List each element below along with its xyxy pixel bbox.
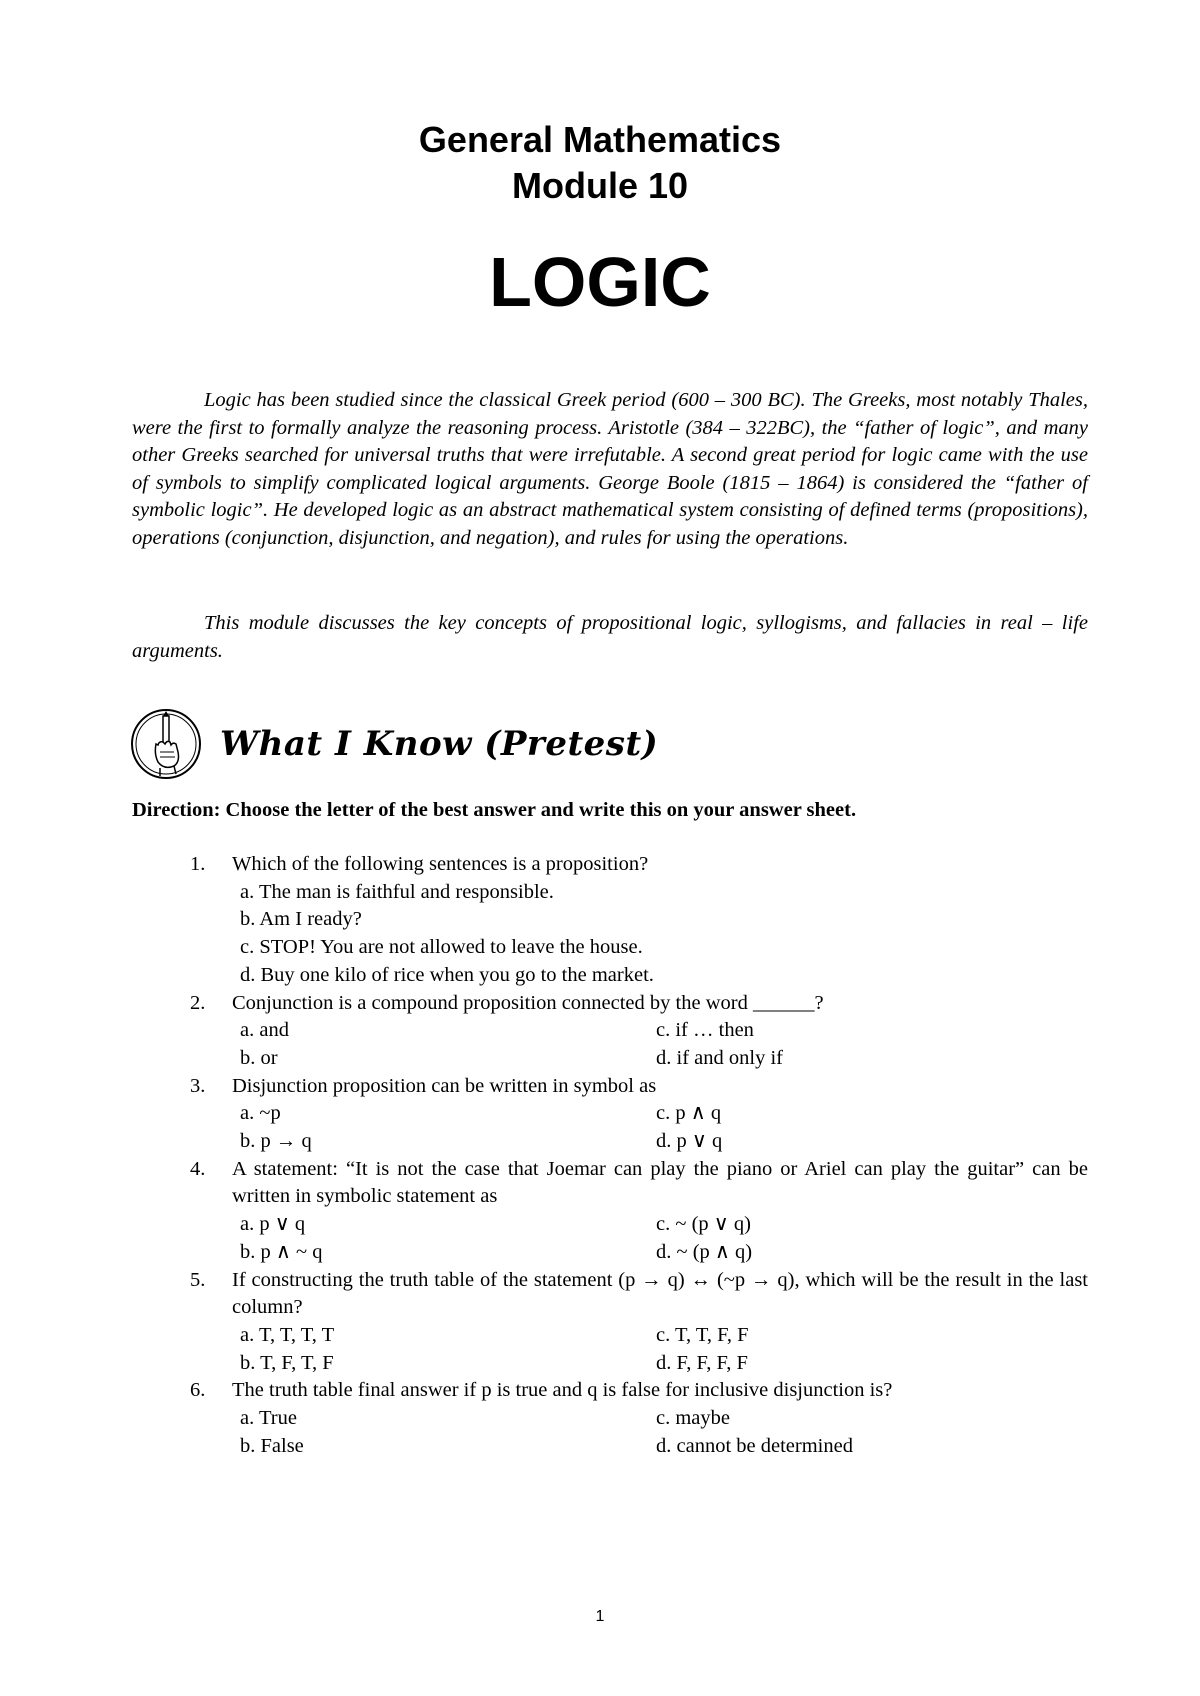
option-b: b. p ∧ ~ q — [240, 1240, 323, 1263]
question-2 — [132, 990, 1088, 1073]
question-4 — [132, 1156, 1088, 1267]
intro-text-1: Logic has been studied since the classical Greek period (600 – 300 BC). The Greeks, most notably Thales, were the first to formally analyze the reasoning process. Aristotle (384 – 322BC), the “father of logic”, and many other Greeks searched for universal truths that were irrefutable. A second great period for logic came with the use of symbols to simplify complicated logical arguments. George Boole (1815 – 1864) is considered the “father of symbolic logic”. He developed logic as an abstract mathematical system consisting of defined terms (propositions), operations (conjunction, disjunction, and negation), and rules for using the operations. — [132, 389, 1088, 549]
question-1 — [132, 851, 1088, 990]
option-b: b. Am I ready? — [240, 908, 362, 931]
question-text: If constructing the truth table of the statement (p → q) ↔ (~p → q), which will be the result in the last column? — [232, 1268, 1088, 1319]
option-d: d. ~ (p ∧ q) — [656, 1240, 753, 1263]
option-a: a. p ∨ q — [240, 1213, 306, 1236]
option-d: d. if and only if — [656, 1046, 783, 1069]
option-b: b. p → q — [240, 1130, 312, 1153]
option-a: a. T, T, T, T — [240, 1323, 335, 1346]
intro-text-2: This module discusses the key concepts of propositional logic, syllogisms, and fallacies in real – life arguments. — [132, 612, 1088, 662]
option-d: d. cannot be determined — [656, 1434, 853, 1457]
option-c: c. p ∧ q — [656, 1102, 722, 1125]
pencil-hand-icon — [130, 708, 202, 780]
option-a: a. and — [240, 1019, 289, 1042]
option-a: a. The man is faithful and responsible. — [240, 880, 554, 903]
option-c: c. STOP! You are not allowed to leave the house. — [240, 936, 643, 959]
intro-paragraph-2 — [132, 610, 1088, 665]
option-d: d. Buy one kilo of rice when you go to the market. — [240, 963, 654, 986]
question-number: 1. — [190, 853, 206, 875]
question-3 — [132, 1073, 1088, 1156]
question-text: Disjunction proposition can be written in symbol as — [232, 1074, 657, 1097]
page-number: 1 — [595, 1608, 605, 1625]
option-c: c. maybe — [656, 1407, 730, 1430]
question-number: 4. — [190, 1157, 206, 1180]
option-c: c. if … then — [656, 1019, 754, 1042]
module-number: Module 10 — [511, 165, 689, 206]
option-b: b. or — [240, 1046, 278, 1069]
option-d: d. F, F, F, F — [656, 1351, 748, 1374]
option-b: b. T, F, T, F — [240, 1351, 334, 1374]
question-number: 2. — [190, 991, 206, 1014]
option-a: a. True — [240, 1407, 297, 1430]
question-text: Conjunction is a compound proposition connected by the word ______? — [232, 991, 824, 1014]
question-text: The truth table final answer if p is true and q is false for inclusive disjunction is? — [232, 1379, 893, 1402]
option-c: c. T, T, F, F — [656, 1323, 749, 1346]
question-text: Which of the following sentences is a proposition? — [232, 853, 649, 875]
question-number: 5. — [190, 1268, 206, 1291]
option-d: d. p ∨ q — [656, 1130, 723, 1153]
option-a: a. ~p — [240, 1102, 281, 1125]
question-number: 3. — [190, 1074, 206, 1097]
intro-paragraph-1 — [132, 387, 1088, 552]
direction-text: Direction: Choose the letter of the best answer and write this on your answer sheet. — [132, 799, 857, 821]
section-title: What I Know (Pretest) — [220, 724, 659, 764]
question-number: 6. — [190, 1379, 206, 1402]
option-b: b. False — [240, 1434, 304, 1457]
question-6 — [132, 1377, 1088, 1460]
document-subject: General Mathematics — [418, 119, 782, 160]
question-list — [132, 851, 1088, 1460]
option-c: c. ~ (p ∨ q) — [656, 1213, 751, 1236]
question-5 — [132, 1267, 1088, 1378]
question-text: A statement: “It is not the case that Joemar can play the piano or Ariel can play the guitar” can be written in symbolic statement as — [232, 1157, 1088, 1208]
topic-title: LOGIC — [489, 243, 711, 321]
